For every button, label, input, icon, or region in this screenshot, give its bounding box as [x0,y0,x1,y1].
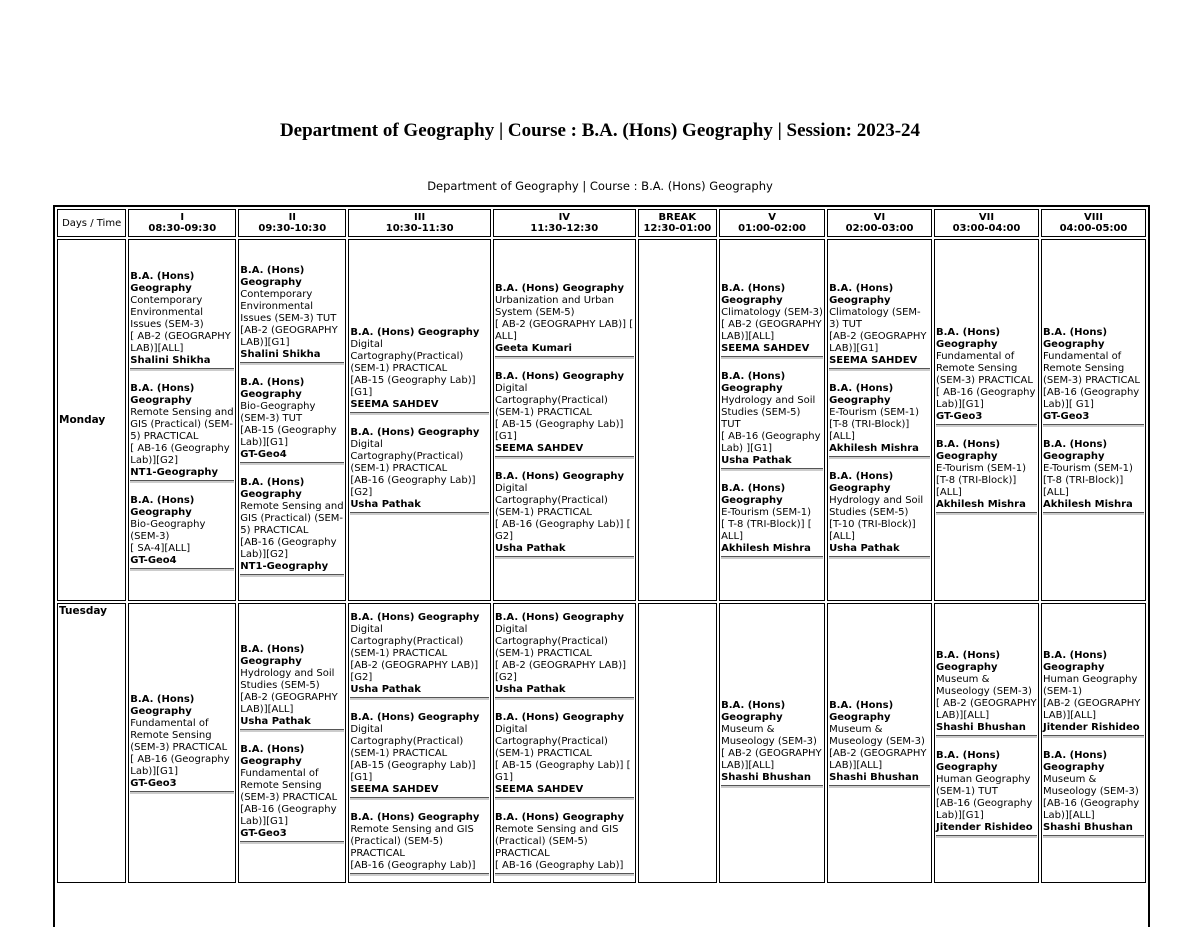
subject-name: Hydrology and Soil Studies (SEM-5) [829,495,924,518]
timetable-grid [55,207,1148,885]
course-name: B.A. (Hons) Geography [721,371,786,394]
room-group: [ AB-16 (Geography Lab)] [ G2] [494,519,631,542]
subject-name: Fundamental of Remote Sensing (SEM-3) PRACTICAL [240,768,338,803]
class-entry [721,371,823,469]
course-name: B.A. (Hons) Geography [130,271,195,294]
time-slot-cell [934,239,1039,601]
class-entry [495,371,634,457]
class-entry [130,694,234,792]
class-entry [350,427,489,513]
room-group: [AB-2 (GEOGRAPHY LAB)][ALL] [240,692,338,715]
room-group: [ AB-2 (GEOGRAPHY LAB)][ALL] [936,698,1037,721]
course-name: B.A. (Hons) Geography [936,439,1001,462]
class-entry [350,712,489,798]
period-label: VIII [1084,212,1103,223]
class-entry [829,471,930,557]
period-header [238,209,346,237]
teacher-name: SEEMA SAHDEV [494,784,584,795]
room-group: [ AB-16 (Geography Lab) ][G1] [721,431,821,454]
teacher-name: SEEMA SAHDEV [494,443,584,454]
room-group: [ SA-4][ALL] [130,543,191,554]
course-name: B.A. (Hons) Geography [721,483,786,506]
period-label: I [180,212,185,223]
room-group: [ T-8 (TRI-Block)] [ ALL] [721,519,812,542]
room-group: [AB-16 (Geography Lab)][G1] [240,804,337,827]
time-slot-cell [128,603,236,883]
period-header [1041,209,1146,237]
course-name: B.A. (Hons) Geography [494,283,625,294]
course-name: B.A. (Hons) Geography [494,812,625,823]
subject-name: Human Geography (SEM-1) TUT [936,774,1031,797]
corner-label: Days / Time [57,209,126,237]
course-name: B.A. (Hons) Geography [829,283,894,306]
course-name: B.A. (Hons) Geography [936,327,1001,350]
class-entry [130,383,234,481]
course-name: B.A. (Hons) Geography [721,700,786,723]
course-name: B.A. (Hons) Geography [1042,439,1108,462]
time-slot-cell [238,603,346,883]
period-label: V [768,212,776,223]
class-entry [936,650,1037,736]
course-name: B.A. (Hons) Geography [130,495,195,518]
course-name: B.A. (Hons) Geography [1042,327,1108,350]
course-name: B.A. (Hons) Geography [829,471,894,494]
subject-name: Remote Sensing and GIS (Practical) (SEM-5) PRACTICAL [350,824,474,859]
class-entry [495,612,634,698]
teacher-name: Shashi Bhushan [721,772,811,783]
teacher-name: Shalini Shikha [240,349,321,360]
teacher-name: GT-Geo3 [936,411,983,422]
teacher-name: Akhilesh Mishra [936,499,1026,510]
teacher-name: GT-Geo4 [240,449,287,460]
room-group: [AB-16 (Geography Lab)] [G2] [350,475,476,498]
room-group: [ AB-2 (GEOGRAPHY LAB)][ALL] [130,331,231,354]
course-name: B.A. (Hons) Geography [130,383,195,406]
class-entry [1043,650,1144,736]
subject-name: Digital Cartography(Practical) (SEM-1) PRACTICAL [494,624,608,659]
subject-name: Remote Sensing and GIS (Practical) (SEM-5) PRACTICAL [130,407,234,442]
subject-name: Museum & Museology (SEM-3) [721,724,817,747]
teacher-name: Jitender Rishideo [936,822,1033,833]
teacher-name: SEEMA SAHDEV [350,784,439,795]
period-label: VII [978,212,995,223]
class-entry [130,495,234,569]
class-entry [240,265,344,363]
subject-name: Contemporary Environmental Issues (SEM-3) [130,295,204,330]
class-entry [240,377,344,463]
course-name: B.A. (Hons) Geography [829,700,894,723]
room-group: [AB-2 (GEOGRAPHY LAB)] [G2] [350,660,479,683]
subject-name: E-Tourism (SEM-1) [1042,463,1133,474]
room-group: [AB-16 (Geography Lab)][G2] [240,537,337,560]
room-group: [AB-16 (Geography Lab)][ALL] [1042,798,1140,821]
room-group: [ AB-2 (GEOGRAPHY LAB)][ALL] [721,748,822,771]
room-group: [AB-15 (Geography Lab)] [G1] [350,375,476,398]
teacher-name: SEEMA SAHDEV [721,343,810,354]
subject-name: E-Tourism (SEM-1) [936,463,1026,474]
time-slot-cell [128,239,236,601]
time-slot-cell [827,239,932,601]
subject-name: Climatology (SEM-3) [721,307,823,318]
class-entry [721,283,823,357]
class-entry [350,327,489,413]
teacher-name: Geeta Kumari [494,343,572,354]
class-entry [240,744,344,842]
period-header [493,209,636,237]
room-group: [ AB-15 (Geography Lab)] [ G1] [494,760,631,783]
period-header [348,209,491,237]
class-entry [1043,439,1144,513]
class-entry [721,483,823,557]
course-name: B.A. (Hons) Geography [721,283,786,306]
teacher-name: Shashi Bhushan [1042,822,1133,833]
course-name: B.A. (Hons) Geography [936,750,1001,773]
header-row [57,209,1146,237]
period-label: VI [873,212,886,223]
room-group: [ AB-16 (Geography Lab)][G1] [130,754,230,777]
class-entry [936,439,1037,513]
day-label: Tuesday [57,603,126,883]
course-name: B.A. (Hons) Geography [240,377,305,400]
period-time: 08:30-09:30 [148,223,217,234]
course-name: B.A. (Hons) Geography [350,712,480,723]
subject-name: Fundamental of Remote Sensing (SEM-3) PRACTICAL [936,351,1033,386]
subject-name: Urbanization and Urban System (SEM-5) [494,295,614,318]
course-name: B.A. (Hons) Geography [240,265,305,288]
teacher-name: GT-Geo3 [1042,411,1090,422]
teacher-name: GT-Geo4 [130,555,177,566]
subject-name: Remote Sensing and GIS (Practical) (SEM-5) PRACTICAL [494,824,619,859]
subject-name: Hydrology and Soil Studies (SEM-5) TUT [721,395,816,430]
day-label: Monday [57,239,126,601]
room-group: [AB-2 (GEOGRAPHY LAB)][G1] [829,331,927,354]
class-entry [240,644,344,730]
teacher-name: Akhilesh Mishra [1042,499,1133,510]
room-group: [AB-16 (Geography Lab)][G1] [936,798,1033,821]
subject-name: Climatology (SEM-3) TUT [829,307,921,330]
room-group: [AB-15 (Geography Lab)] [G1] [350,760,476,783]
room-group: [ AB-16 (Geography Lab)][G2] [130,443,230,466]
room-group: [ AB-15 (Geography Lab)] [G1] [494,419,624,442]
class-entry [350,612,489,698]
period-time: 11:30-12:30 [530,223,599,234]
class-entry [495,471,634,557]
subject-name: Digital Cartography(Practical) (SEM-1) PRACTICAL [494,383,608,418]
room-group: [AB-16 (Geography Lab)] [350,860,476,871]
class-entry [350,812,489,874]
course-name: B.A. (Hons) Geography [494,712,625,723]
subject-name: Museum & Museology (SEM-3) [1042,774,1139,797]
subject-name: E-Tourism (SEM-1) [721,507,812,518]
period-label: II [288,212,297,223]
room-group: [T-10 (TRI-Block)] [ALL] [829,519,916,542]
time-slot-cell [348,239,491,601]
teacher-name: Akhilesh Mishra [829,443,919,454]
subject-name: Fundamental of Remote Sensing (SEM-3) PRACTICAL [1042,351,1140,386]
room-group: [AB-2 (GEOGRAPHY LAB)][ALL] [829,748,927,771]
time-slot-cell [493,603,636,883]
period-label: III [414,212,426,223]
course-name: B.A. (Hons) Geography [494,471,625,482]
period-label: BREAK [658,212,697,223]
teacher-name: GT-Geo3 [130,778,177,789]
room-group: [AB-15 (Geography Lab)][G1] [240,425,337,448]
class-entry [495,812,634,874]
period-label: IV [558,212,571,223]
class-entry [1043,327,1144,425]
subject-name: Contemporary Environmental Issues (SEM-3) TUT [240,289,337,324]
period-time: 10:30-11:30 [385,223,454,234]
time-slot-cell [827,603,932,883]
timetable [53,205,1150,927]
subject-name: Digital Cartography(Practical) (SEM-1) PRACTICAL [350,439,464,474]
course-name: B.A. (Hons) Geography [350,327,480,338]
time-slot-cell [1041,239,1146,601]
page-title: Department of Geography | Course : B.A. (Hons) Geography | Session: 2023-24 [279,120,921,141]
teacher-name: Usha Pathak [240,716,311,727]
class-entry [130,271,234,369]
room-group: [ AB-16 (Geography Lab)] [494,860,624,871]
time-slot-cell [719,603,825,883]
page-subtitle: Department of Geography | Course : B.A. (Hons) Geography [427,179,773,193]
subject-name: Bio-Geography (SEM-3) TUT [240,401,316,424]
course-name: B.A. (Hons) Geography [936,650,1001,673]
subject-name: Digital Cartography(Practical) (SEM-1) PRACTICAL [350,624,464,659]
course-name: B.A. (Hons) Geography [494,612,625,623]
subject-name: Museum & Museology (SEM-3) [936,674,1032,697]
room-group: [T-8 (TRI-Block)] [ALL] [829,419,910,442]
room-group: [AB-16 (Geography Lab)][ G1] [1042,387,1140,410]
time-slot-cell [493,239,636,601]
course-name: B.A. (Hons) Geography [240,744,305,767]
teacher-name: Jitender Rishideo [1042,722,1140,733]
room-group: [T-8 (TRI-Block)] [ALL] [1042,475,1124,498]
period-header [827,209,932,237]
period-time: 02:00-03:00 [845,223,914,234]
course-name: B.A. (Hons) Geography [1042,750,1108,773]
subject-name: Bio-Geography (SEM-3) [130,519,206,542]
course-name: B.A. (Hons) Geography [494,371,625,382]
room-group: [AB-2 (GEOGRAPHY LAB)][G1] [240,325,338,348]
time-slot-cell [934,603,1039,883]
time-slot-cell [1041,603,1146,883]
subject-name: Human Geography (SEM-1) [1042,674,1138,697]
subject-name: Remote Sensing and GIS (Practical) (SEM-5) PRACTICAL [240,501,344,536]
teacher-name: NT1-Geography [240,561,329,572]
period-header [934,209,1039,237]
subject-name: Digital Cartography(Practical) (SEM-1) PRACTICAL [350,724,464,759]
time-slot-cell [348,603,491,883]
class-entry [495,283,634,357]
course-name: B.A. (Hons) Geography [350,812,480,823]
teacher-name: Shashi Bhushan [829,772,919,783]
teacher-name: Akhilesh Mishra [721,543,811,554]
teacher-name: GT-Geo3 [240,828,287,839]
course-name: B.A. (Hons) Geography [350,612,480,623]
subject-name: Hydrology and Soil Studies (SEM-5) [240,668,335,691]
teacher-name: SEEMA SAHDEV [350,399,439,410]
time-slot-cell [238,239,346,601]
course-name: B.A. (Hons) Geography [350,427,480,438]
room-group: [T-8 (TRI-Block)] [ALL] [936,475,1017,498]
teacher-name: Usha Pathak [494,543,566,554]
class-entry [829,283,930,369]
class-entry [936,750,1037,836]
day-row [57,603,1146,883]
teacher-name: Shalini Shikha [130,355,211,366]
period-time: 09:30-10:30 [258,223,327,234]
course-name: B.A. (Hons) Geography [130,694,195,717]
class-entry [829,383,930,457]
subject-name: Digital Cartography(Practical) (SEM-1) PRACTICAL [350,339,464,374]
room-group: [ AB-2 (GEOGRAPHY LAB)] [ ALL] [494,319,634,342]
class-entry [936,327,1037,425]
teacher-name: SEEMA SAHDEV [829,355,918,366]
subject-name: E-Tourism (SEM-1) [829,407,920,418]
subject-name: Museum & Museology (SEM-3) [829,724,925,747]
period-time: 12:30-01:00 [643,223,712,234]
subject-name: Fundamental of Remote Sensing (SEM-3) PRACTICAL [130,718,228,753]
class-entry [721,700,823,786]
room-group: [ AB-2 (GEOGRAPHY LAB)] [G2] [494,660,627,683]
class-entry [1043,750,1144,836]
period-time: 04:00-05:00 [1059,223,1128,234]
course-name: B.A. (Hons) Geography [240,477,305,500]
teacher-name: Usha Pathak [829,543,900,554]
day-row [57,239,1146,601]
class-entry [240,477,344,575]
period-header [719,209,825,237]
time-slot-cell [638,239,717,601]
teacher-name: Shashi Bhushan [936,722,1026,733]
course-name: B.A. (Hons) Geography [1042,650,1108,673]
class-entry [495,712,634,798]
period-header [638,209,717,237]
teacher-name: NT1-Geography [130,467,219,478]
subject-name: Digital Cartography(Practical) (SEM-1) PRACTICAL [494,724,608,759]
room-group: [ AB-16 (Geography Lab)][G1] [936,387,1036,410]
room-group: [ AB-2 (GEOGRAPHY LAB)][ALL] [721,319,822,342]
subject-name: Digital Cartography(Practical) (SEM-1) PRACTICAL [494,483,608,518]
room-group: [AB-2 (GEOGRAPHY LAB)][ALL] [1042,698,1141,721]
period-header [128,209,236,237]
course-name: B.A. (Hons) Geography [240,644,305,667]
time-slot-cell [719,239,825,601]
course-name: B.A. (Hons) Geography [829,383,894,406]
teacher-name: Usha Pathak [494,684,566,695]
class-entry [829,700,930,786]
teacher-name: Usha Pathak [350,684,421,695]
teacher-name: Usha Pathak [721,455,792,466]
time-slot-cell [638,603,717,883]
period-time: 03:00-04:00 [952,223,1021,234]
period-time: 01:00-02:00 [738,223,806,234]
teacher-name: Usha Pathak [350,499,421,510]
